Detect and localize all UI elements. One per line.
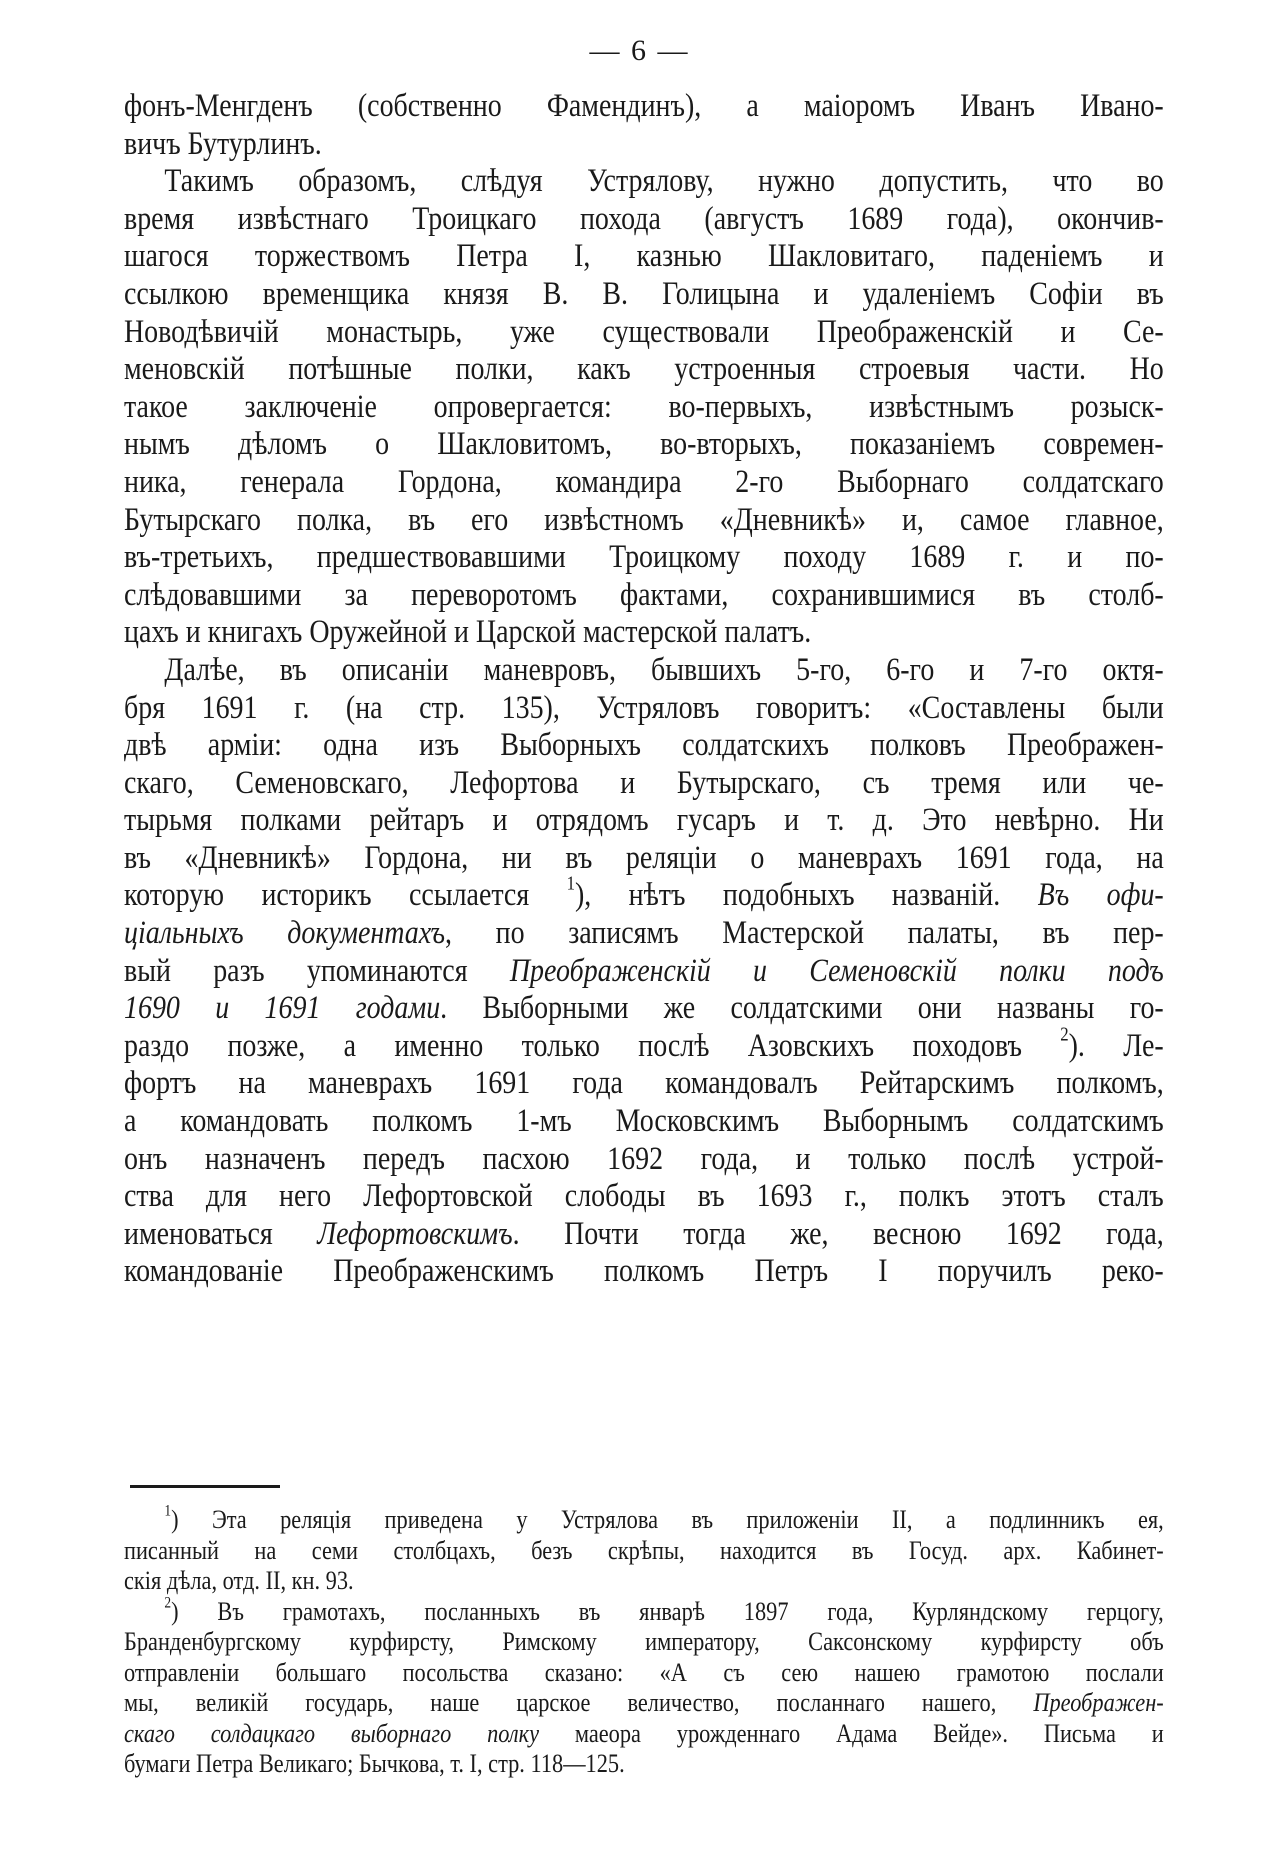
footnote-line: писанный на семи столбцахъ, безъ скрѣпы, находится въ Госуд. арх. Кабинет-: [124, 1535, 1164, 1565]
footnote-reference: 1: [164, 1502, 172, 1520]
main-body-text: [124, 88, 1164, 1291]
text-run: ), нѣтъ подобныхъ названій.: [574, 877, 1038, 914]
body-line: ника, генерала Гордона, командира 2-го Выборнаго солдатскаго: [124, 463, 1164, 500]
body-line: [124, 990, 1164, 1028]
footnote-line: Бранденбургскому курфирсту, Римскому императору, Саксонскому курфирсту объ: [124, 1627, 1164, 1656]
text-run: вый разъ упоминаются: [124, 952, 510, 989]
text-run: , по записямъ Мастерской палаты, въ пер-: [445, 915, 1164, 952]
body-line: [124, 953, 1164, 991]
body-line: цахъ и книгахъ Оружейной и Царской мастерской палатъ.: [124, 614, 812, 651]
text-run: . Выборными же солдатскими они названы го-: [440, 990, 1164, 1027]
footnote-line: [124, 1688, 1164, 1719]
body-line: скаго, Семеновскаго, Лефортова и Бутырскаго, съ тремя или че-: [124, 764, 1164, 801]
italic-text: Преображенскій и Семеновскій полки подъ: [509, 952, 1164, 989]
italic-text: ціальныхъ документахъ: [124, 915, 446, 952]
italic-text: Преображен-: [1033, 1688, 1164, 1717]
body-line: Бутырскаго полка, въ его извѣстномъ «Дневникѣ» и, самое главное,: [124, 501, 1164, 538]
body-line: вичъ Бутурлинъ.: [124, 125, 322, 162]
footnote-reference: 2: [164, 1594, 172, 1612]
text-run: маеора урожденнаго Адама Вейде». Письма и: [539, 1718, 1164, 1748]
italic-text: 1690 и 1691 годами: [124, 990, 441, 1027]
footnote-line: отправленіи большаго посольства сказано: «А съ сею нашею грамотою послали: [124, 1657, 1164, 1687]
italic-text: скаго солдацкаго выборнаго полку: [124, 1718, 540, 1748]
text-run: ) Эта реляція приведена у Устрялова въ приложеніи II, а подлинникъ ея,: [171, 1505, 1164, 1534]
text-run: мы, великій государь, наше царское величество, посланнаго нашего,: [124, 1688, 1034, 1717]
footnote-line: [124, 1594, 1164, 1628]
body-line: командованіе Преображенскимъ полкомъ Петръ I поручилъ реко-: [124, 1253, 1164, 1290]
footnotes-section: [124, 1502, 1164, 1780]
body-line: а командовать полкомъ 1-мъ Московскимъ Выборнымъ солдатскимъ: [124, 1103, 1164, 1140]
body-line: меновскій потѣшные полки, какъ устроенныя строевыя части. Но: [124, 351, 1164, 388]
text-run: ). Ле-: [1068, 1027, 1164, 1064]
footnote-line: [124, 1502, 1164, 1536]
body-line: онъ назначенъ передъ пасхою 1692 года, и только послѣ устрой-: [124, 1140, 1164, 1177]
text-run: раздо позже, а именно только послѣ Азовскихъ походовъ: [124, 1027, 1061, 1064]
body-line: [124, 1216, 1164, 1254]
body-line: ссылкою временщика князя В. В. Голицына и удаленіемъ Софіи въ: [124, 275, 1164, 312]
body-line: шагося торжествомъ Петра I, казнью Шакловитаго, паденіемъ и: [124, 238, 1164, 275]
page-number: — 6 —: [589, 34, 690, 67]
footnote-1: [124, 1502, 1164, 1597]
body-line: [124, 1024, 1164, 1066]
footnote-line: [124, 1719, 1164, 1750]
footnote-separator-rule: [130, 1485, 280, 1488]
text-run: . Почти тогда же, весною 1692 года,: [512, 1215, 1164, 1252]
body-line: въ-третьихъ, предшествовавшими Троицкому походу 1689 г. и по-: [124, 539, 1164, 576]
body-line: фонъ-Менгденъ (собственно Фамендинъ), а маіоромъ Иванъ Ивано-: [124, 88, 1164, 124]
footnote-reference: 2: [1060, 1024, 1069, 1046]
body-line: [124, 915, 1164, 953]
body-line: Такимъ образомъ, слѣдуя Устрялову, нужно допустить, что во: [164, 163, 1164, 200]
body-line: [124, 873, 1164, 915]
body-line: слѣдовавшими за переворотомъ фактами, сохранившимися въ столб-: [124, 576, 1164, 613]
footnote-line: бумаги Петра Великаго; Бычкова, т. I, стр. 118—125.: [124, 1749, 625, 1778]
footnote-2: [124, 1594, 1164, 1780]
body-line: ства для него Лефортовской слободы въ 1693 г., полкъ этотъ сталъ: [124, 1178, 1164, 1215]
text-run: которую историкъ ссылается: [124, 877, 567, 914]
text-run: ) Въ грамотахъ, посланныхъ въ январѣ 1897 года, Курляндскому герцогу,: [171, 1596, 1164, 1626]
body-line: такое заключеніе опровергается: во-первыхъ, извѣстнымъ розыск-: [124, 388, 1164, 425]
body-line: нымъ дѣломъ о Шакловитомъ, во-вторыхъ, показаніемъ современ-: [124, 426, 1164, 463]
footnote-reference: 1: [566, 873, 575, 895]
body-line: двѣ арміи: одна изъ Выборныхъ солдатскихъ полковъ Преображен-: [124, 727, 1164, 764]
body-line: бря 1691 г. (на стр. 135), Устряловъ говоритъ: «Составлены были: [124, 689, 1164, 726]
body-line: тырьмя полками рейтаръ и отрядомъ гусаръ и т. д. Это невѣрно. Ни: [124, 802, 1164, 839]
footnote-line: скія дѣла, отд. II, кн. 93.: [124, 1566, 354, 1595]
text-run: именоваться: [124, 1215, 318, 1252]
body-line: время извѣстнаго Троицкаго похода (августъ 1689 года), окончив-: [124, 200, 1164, 237]
body-line: Новодѣвичій монастырь, уже существовали Преображенскій и Се-: [124, 313, 1164, 350]
italic-text: Въ офи-: [1037, 877, 1164, 914]
body-line: Далѣе, въ описаніи маневровъ, бывшихъ 5-го, 6-го и 7-го октя-: [164, 651, 1164, 688]
body-line: въ «Дневникѣ» Гордона, ни въ реляціи о маневрахъ 1691 года, на: [124, 839, 1164, 876]
italic-text: Лефортовскимъ: [317, 1215, 513, 1252]
body-line: фортъ на маневрахъ 1691 года командовалъ Рейтарскимъ полкомъ,: [124, 1065, 1164, 1102]
